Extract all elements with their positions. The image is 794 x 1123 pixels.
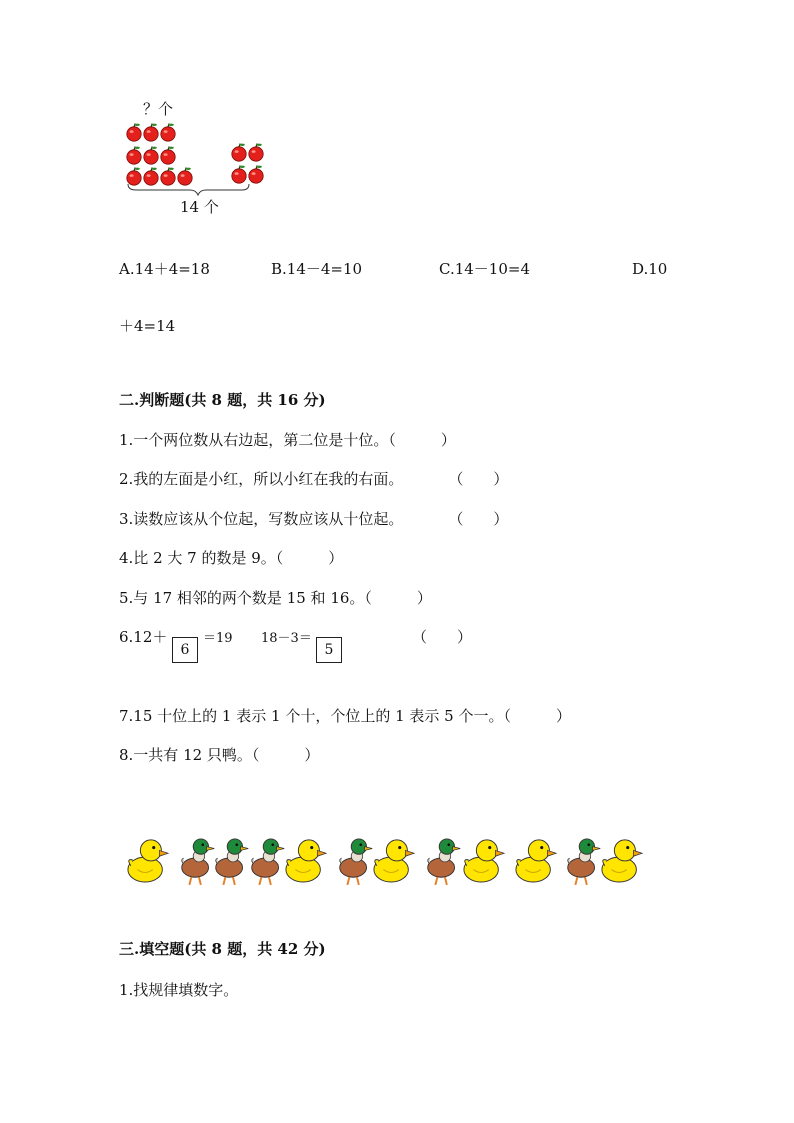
choice-d-continued: ＋4=14 xyxy=(119,317,176,335)
judge-item-6-paren: （ ） xyxy=(412,628,473,646)
apple-icon xyxy=(144,147,158,165)
judge-item-7: 7.15 十位上的 1 表示 1 个十，个位上的 1 表示 5 个一。（ ） xyxy=(119,707,571,725)
section2-heading: 二.判断题(共 8 题，共 16 分) xyxy=(119,391,326,409)
choice-a: A.14＋4=18 xyxy=(119,260,210,278)
judge-item-2: 2.我的左面是小红，所以小红在我的右面。 （ ） xyxy=(119,470,509,488)
apple-icon xyxy=(249,166,263,184)
answer-box-1: 6 xyxy=(172,637,198,663)
choice-d: D.10 xyxy=(632,260,668,278)
judge-item-6-eq1: ＝19 xyxy=(203,631,233,646)
judge-item-4: 4.比 2 大 7 的数是 9。（ ） xyxy=(119,549,344,567)
apple-icon xyxy=(161,124,175,142)
judge-item-6-expr2: 18－3＝ xyxy=(261,631,312,646)
judge-item-5: 5.与 17 相邻的两个数是 15 和 16。（ ） xyxy=(119,589,432,607)
apple-icon xyxy=(127,124,141,142)
apple-icon xyxy=(144,124,158,142)
answer-box-2: 5 xyxy=(316,637,342,663)
apple-icon xyxy=(161,168,175,186)
duck-row xyxy=(122,832,662,890)
total-label: 14 个 xyxy=(180,198,219,216)
judge-item-8: 8.一共有 12 只鸭。（ ） xyxy=(119,746,320,764)
fill-item-1: 1.找规律填数字。 xyxy=(119,981,239,999)
brace xyxy=(128,184,249,195)
apple-icon xyxy=(232,166,246,184)
apple-icon xyxy=(127,147,141,165)
yellow-duckling-icon xyxy=(284,832,328,888)
judge-item-6-prefix: 6.12＋ xyxy=(119,628,168,646)
apple-icon xyxy=(232,144,246,162)
apple-icon xyxy=(161,147,175,165)
yellow-duckling-icon xyxy=(372,832,416,888)
apple-icon xyxy=(178,168,192,186)
judge-item-1: 1.一个两位数从右边起，第二位是十位。（ ） xyxy=(119,431,456,449)
mallard-duck-icon xyxy=(422,832,466,888)
choice-b: B.14－4=10 xyxy=(271,260,363,278)
judge-item-3: 3.读数应该从个位起，写数应该从十位起。 （ ） xyxy=(119,510,509,528)
yellow-duckling-icon xyxy=(462,832,506,888)
choice-c: C.14－10=4 xyxy=(439,260,530,278)
yellow-duckling-icon xyxy=(126,832,170,888)
apple-icon xyxy=(249,144,263,162)
section3-heading: 三.填空题(共 8 题，共 42 分) xyxy=(119,940,326,958)
yellow-duckling-icon xyxy=(600,832,644,888)
apple-icon xyxy=(144,168,158,186)
yellow-duckling-icon xyxy=(514,832,558,888)
question-label: ？个 xyxy=(143,100,174,118)
apple-icon xyxy=(127,168,141,186)
